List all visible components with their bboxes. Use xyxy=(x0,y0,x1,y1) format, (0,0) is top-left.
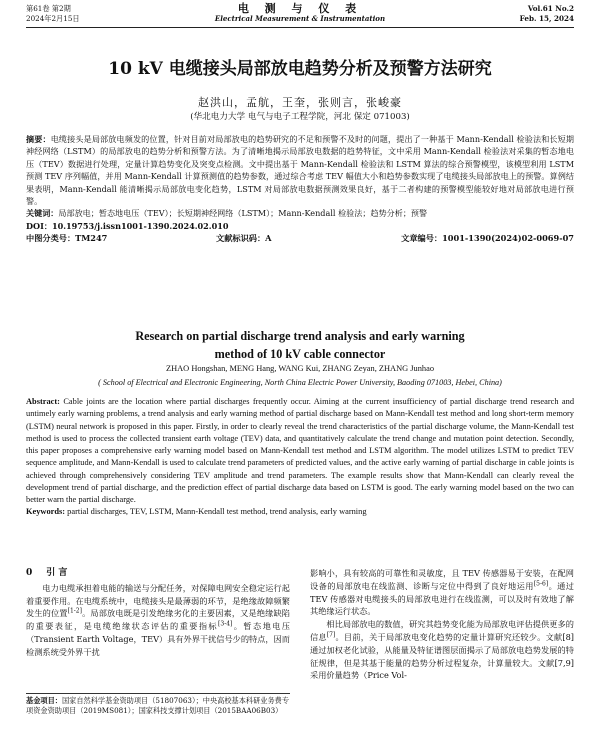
intro-paragraph-1 xyxy=(26,582,290,659)
citation-1-2: [1-2] xyxy=(67,607,82,615)
keywords-cn-text: 局部放电；暂态地电压（TEV）；长短期神经网络（LSTM）；Mann-Kendall 检验法；趋势分析；预警 xyxy=(58,208,428,219)
clc-number: 中图分类号：TM247 xyxy=(26,233,108,244)
intro-text-c: 。暂态地电压（Transient Earth Voltage，TEV）具有外界干扰信号少的特点，因而检测系统受外界干扰 xyxy=(26,621,290,657)
right-text-c: 相比局部放电的数值，研究其趋势变化能为局部放电评估提供更多的信息 xyxy=(310,619,574,642)
header-right xyxy=(520,4,574,24)
intro-text-b: 。局部放电既是引发绝缘劣化的主要因素，又是绝缘缺陷的重要表征，是电缆绝缘状态评估的重要指标 xyxy=(26,608,290,632)
right-text-a: 影响小，具有较高的可靠性和灵敏度，且 TEV 传感器易于安装，在配网设备的局部放电在线监测、诊断与定位中得到了良好地运用 xyxy=(310,568,574,591)
body-left-column xyxy=(26,567,290,659)
citation-3-4: [3-4] xyxy=(218,620,233,628)
authors-en: ZHAO Hongshan, MENG Hang, WANG Kui, ZHANG Zeyan, ZHANG Junhao xyxy=(165,364,435,373)
section-title: 引 言 xyxy=(46,568,68,578)
affiliation-cn: (华北电力大学 电气与电子工程学院，河北 保定 071003) xyxy=(190,112,410,122)
keywords-en-label: Keywords: xyxy=(26,507,66,517)
header-center xyxy=(26,4,574,24)
keywords-cn-label: 关键词： xyxy=(26,208,59,219)
citation-7: [7] xyxy=(326,631,336,639)
abstract-cn-text: 电缆接头是局部放电频发的位置，针对目前对局部放电的趋势研究的不足和预警不及时的问题，提出了一种基于 Mann-Kendall 检验法和长短期神经网络（LSTM）的局部放电的趋势分析和预警方法。为了清晰地揭示局部放电数据的趋势特征，文中采用 Mann-Kendall 检验法对采集的暂态地电压（TEV）数据进行处理，定量计算趋势变化及突变点检测。文中提出基于 Mann-Kendall 检验法和 LSTM 算法的综合预警模型，该模型利用 LSTM 预测 TEV 序列幅值，并用 Mann-Kendall 计算预测值的趋势参数，通过综合考虑 TEV 幅值大小和趋势参数实现了电缆接头局部放电上的预警。算例结果表明，Mann-Kendall 能清晰揭示局部放电变化趋势，LSTM 对局部放电数据预测效果良好，基于二者构建的预警模型能较好地对局部放电进行预警。 xyxy=(26,134,574,207)
abstract-cn xyxy=(26,133,574,207)
journal-name-en: Electrical Measurement & Instrumentation xyxy=(214,14,386,23)
funding-footnote xyxy=(26,693,290,717)
abstract-en-block xyxy=(26,396,574,519)
abstract-cn-block xyxy=(26,133,574,245)
citation-5-6: [5-6] xyxy=(533,580,549,588)
abstract-en-text: Cable joints are the location where partial discharges frequently occur. Aiming at the current insufficiency of partial discharge trend research and untimely early warning problems, a trend analysis and early warning method of partial discharge based on Mann-Kendall test method and long short-term memory (LSTM) neural network is proposed in this paper. Firstly, in order to clearly reveal the trend characteristics of the partial discharge volume, the Mann-Kendall test method is used to process the collected transient earth voltage (TEV) data, and quantitatively calculate the trend change and mutation point detection. Secondly, this paper proposes a comprehensive early warning model based on Mann-Kendall test method and LSTM algorithm. The model utilizes LSTM to predict TEV sequence amplitude, and Mann-Kendall is used to calculate trend parameters of predicted values, and the active early warning of partial discharge in cable joints is achieved through comprehensively considering TEV amplitude and trend parameters. The example results show that Mann-Kendall can clearly reveal the development trend of partial discharge, and the prediction effect of partial discharge data based on LSTM is good. The early warning model based on the two can better warn the partial discharge. xyxy=(26,397,575,504)
intro-text-a: 电力电缆承担着电能的输送与分配任务，对保障电网安全稳定运行起着重要作用。在电缆系统中，电缆接头是最薄弱的环节，是绝缘故障频繁发生的位置 xyxy=(26,582,290,619)
funding-text: 国家自然科学基金资助项目（51807063）；中央高校基本科研业务费专项资金资助项目（2019MS081）；国家科技支撑计划项目（2015BAA06B03） xyxy=(26,696,290,716)
doi: DOI：10.19753/j.issn1001-1390.2024.02.010 xyxy=(26,220,229,231)
abstract-cn-label: 摘要： xyxy=(26,134,51,144)
header-date-cn: 2024年2月15日 xyxy=(26,14,80,23)
funding-label: 基金项目： xyxy=(26,696,62,705)
body-right-column xyxy=(310,567,574,682)
article-number: 文章编号：1001-1390(2024)02-0069-07 xyxy=(401,233,574,244)
document-code: 文献标识码：A xyxy=(216,233,272,244)
header-rule xyxy=(26,27,574,28)
title-en: Research on partial discharge trend analysis and early warning method of 10 kV cable connector xyxy=(135,329,465,361)
classification-row xyxy=(26,232,574,245)
section-number: 0 xyxy=(26,568,33,578)
authors-cn: 赵洪山，孟航，王奎，张则言，张峻豪 xyxy=(198,96,402,109)
section-heading xyxy=(26,567,290,580)
header-date-en: Feb. 15, 2024 xyxy=(519,14,574,23)
right-text-b: 。通过 TEV 传感器对电缆接头的局部放电进行在线监测，可以及时有效地了解其绝缘运行状态。 xyxy=(310,580,574,617)
journal-name-cn: 电 测 与 仪 表 xyxy=(237,2,363,15)
keywords-en-text: partial discharges, TEV, LSTM, Mann-Kendall test method, trend analysis, early warning xyxy=(67,507,367,517)
affiliation-en: ( School of Electrical and Electronic Engineering, North China Electric Power University, Baoding 071003, Hebei, China) xyxy=(98,378,502,387)
header-volume-en: Vol.61 No.2 xyxy=(527,4,574,13)
right-paragraph-1 xyxy=(310,567,574,618)
abstract-en xyxy=(26,396,574,506)
running-header xyxy=(26,4,574,28)
header-volume-cn: 第61卷 第2期 xyxy=(26,4,71,13)
abstract-en-label: Abstract: xyxy=(26,397,60,406)
title-cn: 10 kV 电缆接头局部放电趋势分析及预警方法研究 xyxy=(108,59,492,79)
keywords-cn xyxy=(26,207,574,219)
keywords-en xyxy=(26,506,574,518)
right-paragraph-2 xyxy=(310,618,574,682)
right-text-d: 。目前，关于局部放电变化趋势的定量计算研究还较少。文献[8]通过加权老化试验，从能量及特征谱图层面揭示了局部放电趋势发展的特征规律，但是其基于能量的趋势分析过程复杂，计算量较大。文献[7,9]采用价量趋势（Price Vol- xyxy=(310,631,574,681)
